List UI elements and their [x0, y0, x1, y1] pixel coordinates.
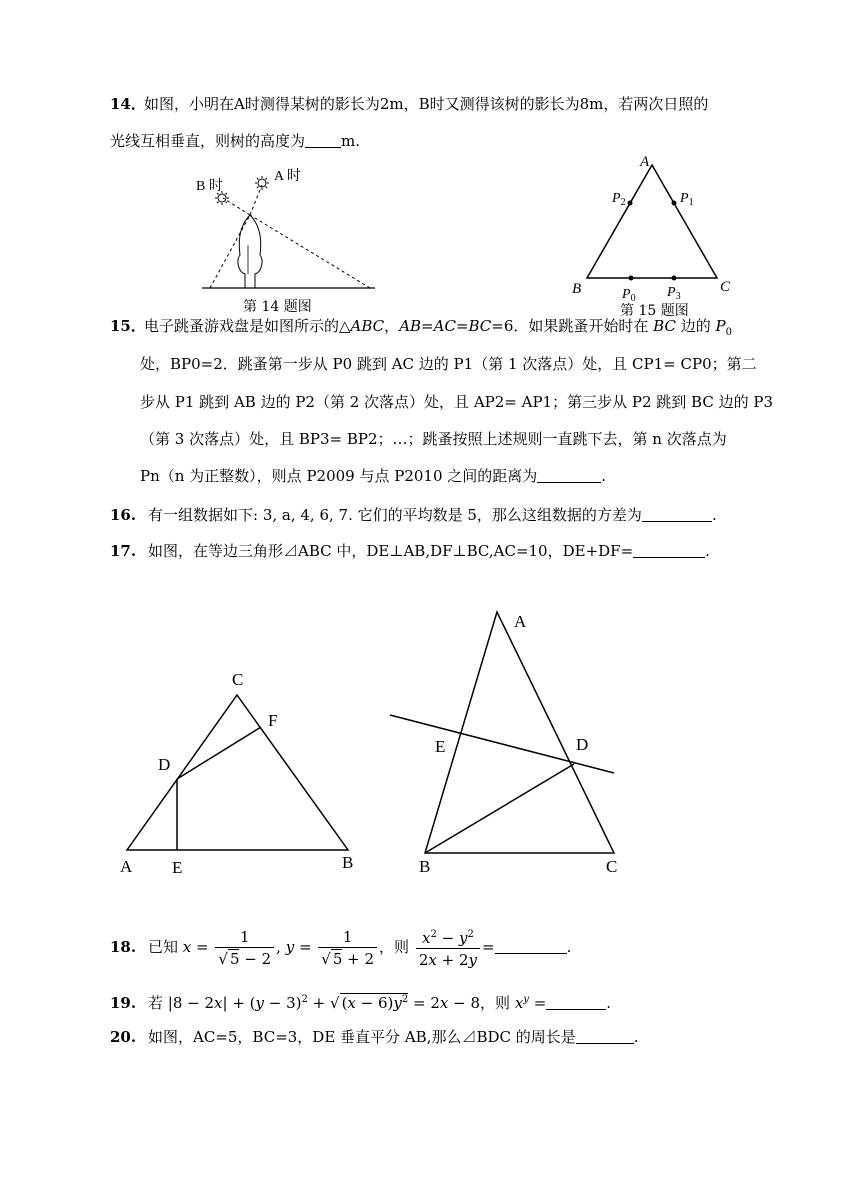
label-P3: $P_3$	[667, 285, 681, 302]
label-A: A	[640, 154, 650, 170]
q19-answer-blank[interactable]	[546, 995, 606, 1010]
q16-number: 16.	[110, 506, 137, 524]
q18-number: 18.	[110, 938, 137, 956]
label-C-20: C	[606, 857, 618, 876]
q19-text2: ，则	[480, 994, 511, 1012]
q19-end: .	[606, 994, 612, 1012]
q15-text-g: 边的	[675, 317, 716, 335]
label-A-17: A	[120, 857, 133, 876]
q14-line2	[110, 131, 360, 151]
q15-text-f: BC	[653, 317, 676, 335]
q14-unit: m.	[341, 132, 361, 150]
q15-text5: Pn（n 为正整数），则点 P2009 与点 P2010 之间的距离为	[140, 467, 538, 485]
label-E-20: E	[435, 737, 446, 756]
fraction-expr: $\frac{x^2 - y^2}{2x + 2y}$	[416, 925, 480, 971]
ray-a	[210, 215, 250, 288]
label-A-20: A	[514, 612, 527, 631]
point-p2	[628, 201, 633, 206]
q15-text-c: ，	[384, 317, 400, 335]
q19-number: 19.	[110, 994, 137, 1012]
q20-answer-blank[interactable]	[576, 1029, 634, 1044]
q18-text2: ，则	[379, 938, 410, 956]
q19-text1: 若	[148, 994, 164, 1012]
segment-df	[177, 727, 261, 779]
q15-line1: 15．电子跳蚤游戏盘是如图所示的△ABC，AB=AC=BC=6．如果跳蚤开始时在 BC 边的 $P_0$	[110, 317, 732, 338]
q15-line4: （第 3 次落点）处，且 BP3= BP2；…；跳蚤按照上述规则一直跳下去，第 n 次落点为	[140, 430, 727, 448]
q14-text2: 光线互相垂直，则树的高度为	[110, 132, 306, 150]
label-E-17: E	[172, 858, 183, 877]
point-p0	[629, 276, 634, 281]
q17-end: .	[705, 542, 710, 560]
q14-number: 14．	[110, 95, 146, 113]
q17-number: 17.	[110, 542, 137, 560]
q17-figure	[110, 660, 370, 880]
q17-answer-blank[interactable]	[633, 543, 705, 558]
q17-text: 如图，在等边三角形⊿ABC 中，DE⊥AB,DF⊥BC,AC=10，DE+DF=	[148, 542, 634, 560]
label-B: B	[572, 281, 582, 297]
label-D-20: D	[576, 735, 589, 754]
label-D-17: D	[158, 755, 171, 774]
q18-eq: =	[482, 938, 495, 956]
label-P2: $P_2$	[612, 191, 626, 208]
q14-line1	[110, 94, 708, 114]
point-p3	[672, 276, 677, 281]
q20-number: 20.	[110, 1028, 137, 1046]
label-B-20: B	[419, 857, 431, 876]
q14-figure	[190, 160, 390, 310]
tree-icon	[238, 215, 262, 288]
q18-text1: 已知	[148, 938, 179, 956]
sun-icon-a	[255, 176, 269, 190]
q17-line	[110, 541, 710, 561]
q15-answer-blank[interactable]	[537, 468, 601, 483]
label-C: C	[720, 279, 731, 295]
q18-line: 18. 已知 x = $\frac{1}{√ 5 - 2}$ , y = $\frac{1}{√ 5 + 2}$ ，则 $\frac{x^2 - y^2}{2x + 2y}$ = .	[110, 917, 571, 977]
label-C-17: C	[232, 670, 244, 689]
q15-line2: 处，BP0=2．跳蚤第一步从 P0 跳到 AC 边的 P1（第 1 次落点）处，且 CP1= CP0；第二	[140, 355, 757, 373]
ray-b	[250, 215, 370, 288]
point-p1	[672, 201, 677, 206]
triangle-abc-20	[425, 612, 614, 853]
fraction-x: $\frac{1}{√ 5 - 2}$	[215, 927, 274, 970]
label-b-time: B 时	[196, 179, 223, 194]
label-B-17: B	[342, 853, 354, 872]
q20-text: 如图，AC=5，BC=3，DE 垂直平分 AB,那么⊿BDC 的周长是	[148, 1028, 576, 1046]
q16-end: .	[711, 506, 717, 524]
q16-text: 有一组数据如下: 3, a, 4, 6, 7. 它们的平均数是 5，那么这组数据的方差为	[148, 506, 642, 524]
q15-line5	[140, 466, 606, 486]
label-F-17: F	[268, 711, 278, 730]
q15-text-a: 电子跳蚤游戏盘是如图所示的△	[144, 317, 351, 335]
q15-text-h: P	[715, 317, 726, 335]
q20-line	[110, 1027, 639, 1047]
ray-a-ext	[250, 185, 262, 215]
q15-end: .	[601, 467, 607, 485]
label-P1: $P_1$	[680, 191, 694, 208]
q15-figure	[560, 150, 750, 315]
q18-end: .	[566, 938, 572, 956]
q19-line: 19. 若 $|8 - 2x| + (y - 3)^2$ + √ $(x - 6)y^2 = 2x - 8$，则 $x^y$ = .	[110, 994, 612, 1012]
label-a-time: A 时	[274, 169, 301, 184]
q15-text-e: =6．如果跳蚤开始时在	[491, 317, 654, 335]
q20-end: .	[633, 1028, 639, 1046]
q14-caption: 第 14 题图	[243, 299, 312, 315]
ray-b-ext	[223, 198, 250, 215]
fraction-y: $\frac{1}{√ 5 + 2}$	[318, 927, 377, 970]
q14-text: 如图，小明在A时测得某树的影长为2m，B时又测得该树的影长为8m，若两次日照的	[144, 95, 709, 113]
q20-figure	[380, 600, 640, 885]
q15-line3: 步从 P1 跳到 AB 边的 P2（第 2 次落点）处，且 AP2= AP1；第三步从 P2 跳到 BC 边的 P3	[140, 393, 773, 411]
q15-text-b: ABC	[350, 317, 385, 335]
label-P0: $P_0$	[622, 287, 636, 304]
q16-answer-blank[interactable]	[642, 507, 712, 522]
q18-answer-blank[interactable]	[495, 939, 567, 954]
q15-number: 15．	[110, 317, 146, 335]
q19-equation: $|8 - 2x| + (y - 3)^2$ + √ $(x - 6)y^2 = 2x - 8$	[167, 994, 481, 1012]
q15-text-d: AB=AC=BC	[399, 317, 492, 335]
q16-line	[110, 505, 717, 525]
q15-caption: 第 15 题图	[620, 303, 689, 319]
q14-answer-blank[interactable]	[305, 133, 341, 148]
triangle-abc	[587, 165, 717, 278]
